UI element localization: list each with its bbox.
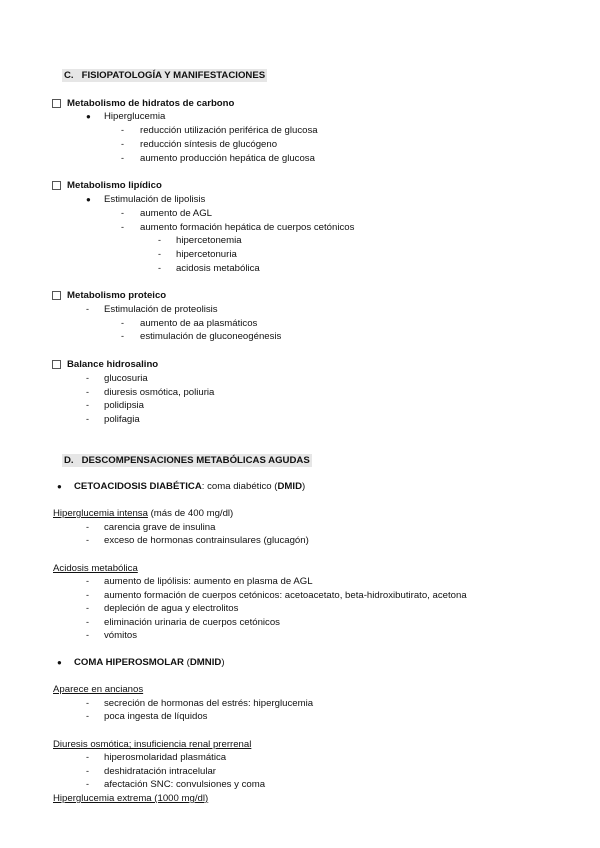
list-item: glucosuria (104, 373, 148, 384)
list-item: depleción de agua y electrolitos (104, 603, 239, 614)
dash-marker: - (86, 766, 89, 776)
dmnid-title-rest: ( (183, 657, 190, 668)
list-item: carencia grave de insulina (104, 522, 216, 533)
list-item: estimulación de gluconeogénesis (140, 331, 282, 342)
dash-marker: - (86, 304, 89, 314)
dash-marker: - (86, 698, 89, 708)
list-item: hipercetonuria (176, 249, 237, 260)
list-item: deshidratación intracelular (104, 766, 216, 777)
dmid-hyper-note: (más de 400 mg/dl) (147, 508, 234, 519)
dmnid-title-abbr: DMNID (189, 657, 222, 668)
dash-marker: - (158, 249, 161, 259)
dmnid-elderly-heading: Aparece en ancianos (53, 684, 144, 695)
dash-marker: - (121, 125, 124, 135)
dash-marker: - (86, 387, 89, 397)
list-item: aumento de AGL (140, 208, 213, 219)
dash-marker: - (158, 263, 161, 273)
bullet-icon: ● (86, 195, 91, 204)
dmnid-title-bold: COMA HIPEROSMOLAR (74, 657, 184, 668)
lipid-l1: Estimulación de lipolisis (104, 194, 206, 205)
dash-marker: - (86, 373, 89, 383)
section-d-letter: D. (64, 455, 74, 466)
checkbox-carbo[interactable] (52, 99, 61, 108)
protein-title: Metabolismo proteico (67, 290, 167, 301)
dmid-title-rest: : coma diabético ( (201, 481, 278, 492)
dash-marker: - (86, 414, 89, 424)
dash-marker: - (121, 331, 124, 341)
list-item: aumento formación hepática de cuerpos cetónicos (140, 222, 355, 233)
list-item: reducción síntesis de glucógeno (140, 139, 278, 150)
carbo-title: Metabolismo de hidratos de carbono (67, 98, 235, 109)
dmid-acid-heading: Acidosis metabólica (53, 563, 138, 574)
dmnid-title-close: ) (221, 657, 225, 668)
dmid-hyper-head: Hiperglucemia intensa (53, 508, 148, 519)
list-item: secreción de hormonas del estrés: hiperglucemia (104, 698, 314, 709)
dash-marker: - (86, 711, 89, 721)
list-item: aumento de aa plasmáticos (140, 318, 258, 329)
checkbox-balance[interactable] (52, 360, 61, 369)
list-item: poca ingesta de líquidos (104, 711, 208, 722)
section-d-title: DESCOMPENSACIONES METABÓLICAS AGUDAS (81, 455, 310, 466)
dash-marker: - (86, 603, 89, 613)
dash-marker: - (121, 318, 124, 328)
dmid-hyper-heading (53, 508, 233, 519)
dash-marker: - (86, 630, 89, 640)
list-item: hipercetonemia (176, 235, 242, 246)
section-c-title: FISIOPATOLOGÍA Y MANIFESTACIONES (81, 70, 266, 81)
section-c-heading (62, 69, 267, 82)
dash-marker: - (86, 590, 89, 600)
dmid-title-bold: CETOACIDOSIS DIABÉTICA (74, 481, 202, 492)
dash-marker: - (158, 235, 161, 245)
dash-marker: - (86, 779, 89, 789)
list-item: polifagia (104, 414, 140, 425)
list-item: aumento formación de cuerpos cetónicos: acetoacetato, beta-hidroxibutirato, acetona (104, 590, 467, 601)
bullet-icon: ● (86, 112, 91, 121)
dash-marker: - (121, 222, 124, 232)
dash-marker: - (86, 535, 89, 545)
list-item: acidosis metabólica (176, 263, 260, 274)
carbo-l1: Hiperglucemia (104, 111, 166, 122)
dmnid-diuresis-heading: Diuresis osmótica; insuficiencia renal prerrenal (53, 739, 252, 750)
bullet-icon: ● (57, 482, 62, 491)
dash-marker: - (121, 208, 124, 218)
section-c-letter: C. (64, 70, 74, 81)
list-item: diuresis osmótica, poliuria (104, 387, 215, 398)
dash-marker: - (121, 153, 124, 163)
list-item: vómitos (104, 630, 138, 641)
list-item: hiperosmolaridad plasmática (104, 752, 227, 763)
dash-marker: - (86, 522, 89, 532)
dash-marker: - (86, 400, 89, 410)
list-item: aumento producción hepática de glucosa (140, 153, 315, 164)
dmnid-title (74, 657, 225, 668)
list-item: reducción utilización periférica de glucosa (140, 125, 318, 136)
dash-marker: - (86, 617, 89, 627)
dash-marker: - (86, 752, 89, 762)
list-item: aumento de lipólisis: aumento en plasma de AGL (104, 576, 313, 587)
lipid-title: Metabolismo lipídico (67, 180, 162, 191)
protein-l1: Estimulación de proteolisis (104, 304, 218, 315)
dmid-title-close: ) (302, 481, 306, 492)
dash-marker: - (86, 576, 89, 586)
section-d-heading (62, 454, 312, 467)
balance-title: Balance hidrosalino (67, 359, 159, 370)
list-item: polidipsia (104, 400, 145, 411)
checkbox-lipid[interactable] (52, 181, 61, 190)
list-item: eliminación urinaria de cuerpos cetónicos (104, 617, 280, 628)
bullet-icon: ● (57, 658, 62, 667)
dmnid-extreme-heading: Hiperglucemia extrema (1000 mg/dl) (53, 793, 209, 804)
dmid-title-abbr: DMID (277, 481, 302, 492)
dash-marker: - (121, 139, 124, 149)
list-item: exceso de hormonas contrainsulares (glucagón) (104, 535, 309, 546)
list-item: afectación SNC: convulsiones y coma (104, 779, 266, 790)
checkbox-protein[interactable] (52, 291, 61, 300)
dmid-title (74, 481, 305, 492)
